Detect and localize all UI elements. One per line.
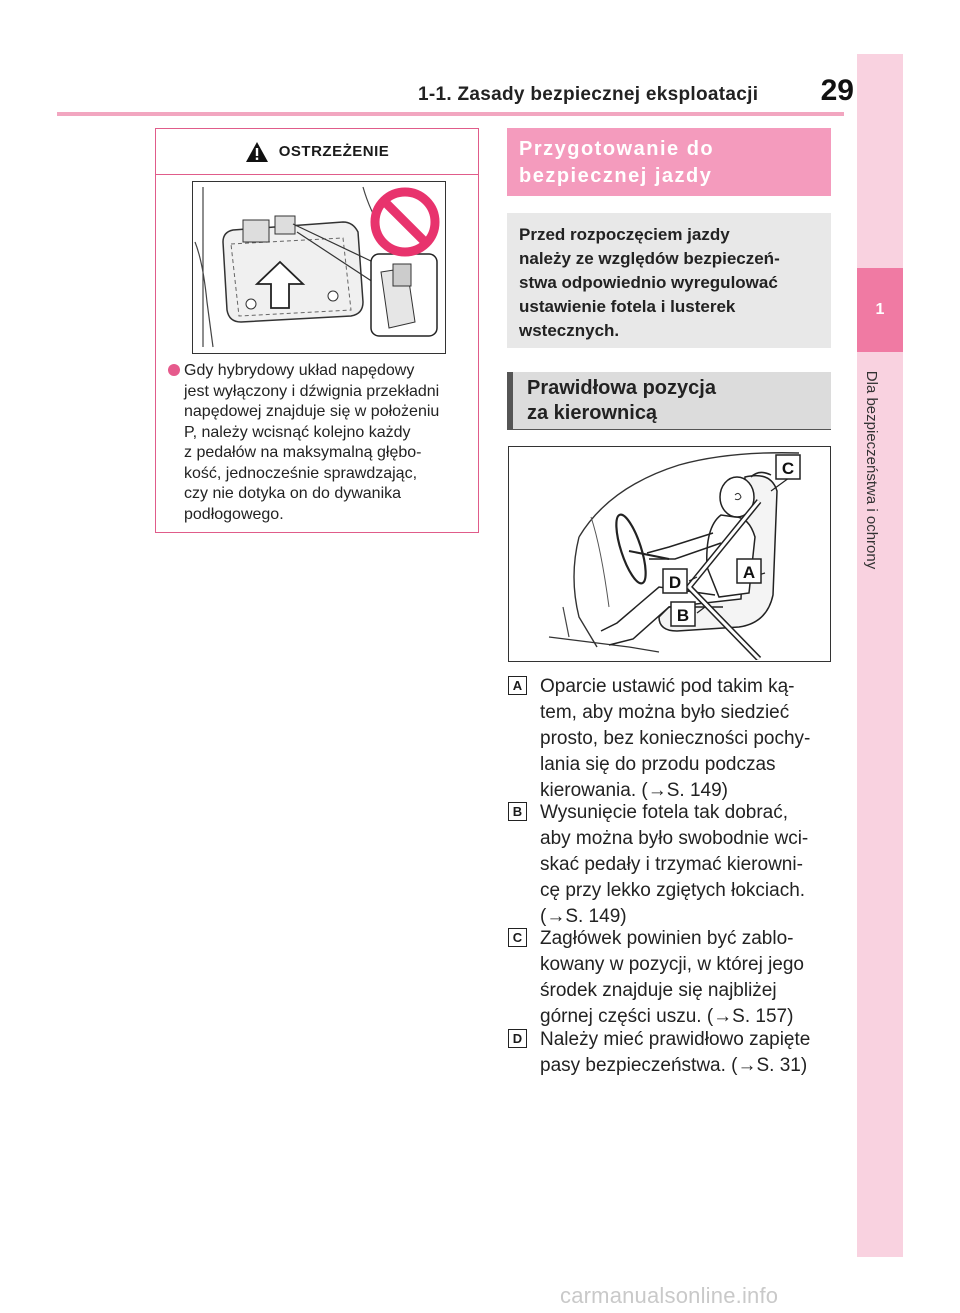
warning-header: [156, 129, 478, 175]
warning-box: [155, 128, 479, 533]
item-line: Zagłówek powinien być zablo-: [540, 928, 794, 949]
watermark: carmanualsonline.info: [560, 1283, 779, 1308]
section-title: 1-1. Zasady bezpiecznej eksploatacji: [418, 84, 759, 105]
warning-line: z pedałów na maksymalną głębo-: [184, 444, 422, 461]
driving-position-illustration: [508, 446, 831, 662]
warning-text: [168, 361, 476, 525]
item-line: skać pedały i trzymać kierowni-: [540, 854, 803, 875]
label-d: D: [668, 573, 682, 592]
intro-line: ustawienie fotela i lusterek: [519, 297, 736, 316]
page-number: 29: [820, 74, 854, 107]
item-line: prosto, bez konieczności pochy-: [540, 728, 811, 749]
subsection-heading: [507, 372, 831, 430]
item-text: [540, 1027, 840, 1079]
chapter-side-tab: [857, 54, 903, 1257]
warning-line: napędowej znajduje się w położeniu: [184, 403, 440, 420]
warning-line: jest wyłączony i dźwignia przekładni: [184, 382, 440, 400]
chapter-number: 1: [857, 268, 903, 352]
item-letter: B: [508, 802, 527, 821]
bullet-dot-icon: [168, 364, 180, 376]
warning-line: P, należy wcisnąć kolejno każdy: [184, 423, 411, 441]
item-letter: A: [508, 676, 527, 695]
warning-triangle-icon: [245, 141, 269, 163]
item-line: aby można było swobodnie wci-: [540, 828, 809, 849]
header-rule: [57, 112, 844, 116]
item-line: lania się do przodu podczas: [540, 754, 776, 775]
item-line: Należy mieć prawidłowo zapięte: [540, 1029, 811, 1050]
label-b: B: [676, 606, 690, 625]
item-line: Wysunięcie fotela tak dobrać,: [540, 802, 789, 823]
section-heading-line: Przygotowanie do: [519, 138, 715, 160]
item-line: pasy bezpieczeństwa. (→S. 31): [540, 1055, 808, 1076]
intro-line: wstecznych.: [519, 321, 620, 340]
warning-line: podłogowego.: [184, 505, 284, 523]
item-line: tem, aby można było siedzieć: [540, 702, 790, 723]
warning-line: [168, 361, 476, 382]
warning-line: kość, jednocześnie sprawdzając,: [184, 464, 418, 482]
section-heading: [507, 128, 831, 196]
item-line: (→S. 149): [540, 906, 627, 927]
chapter-title: Dla bezpieczeństwa i ochrony: [863, 370, 880, 570]
subsection-heading-line: Prawidłowa pozycja: [527, 377, 716, 399]
subsection-heading-line: za kierownicą: [527, 402, 658, 424]
item-text: [540, 674, 840, 804]
warning-line: czy nie dotyka on do dywanika: [184, 485, 402, 502]
warning-title: OSTRZEŻENIE: [278, 143, 390, 160]
intro-line: stwa odpowiednio wyregulować: [519, 273, 778, 292]
item-text: [540, 800, 840, 930]
section-heading-line: bezpiecznej jazdy: [519, 165, 713, 187]
item-letter: C: [508, 928, 527, 947]
item-text: [540, 926, 840, 1030]
intro-line: Przed rozpoczęciem jazdy: [519, 225, 730, 244]
label-a: A: [742, 563, 756, 582]
item-line: kierowania. (→S. 149): [540, 780, 728, 801]
floor-mat-illustration: [192, 181, 446, 354]
item-line: górnej części uszu. (→S. 157): [540, 1006, 794, 1027]
item-letter: D: [508, 1029, 527, 1048]
intro-line: należy ze względów bezpieczeń-: [519, 249, 780, 268]
item-line: Oparcie ustawić pod takim ką-: [540, 676, 795, 697]
label-c: C: [781, 459, 795, 478]
item-line: cę przy lekko zgiętych łokciach.: [540, 880, 806, 901]
item-line: kowany w pozycji, w której jego: [540, 954, 804, 975]
warning-line-text: Gdy hybrydowy układ napędowy: [184, 362, 415, 379]
item-line: środek znajduje się najbliżej: [540, 980, 777, 1001]
intro-box: [507, 213, 831, 348]
